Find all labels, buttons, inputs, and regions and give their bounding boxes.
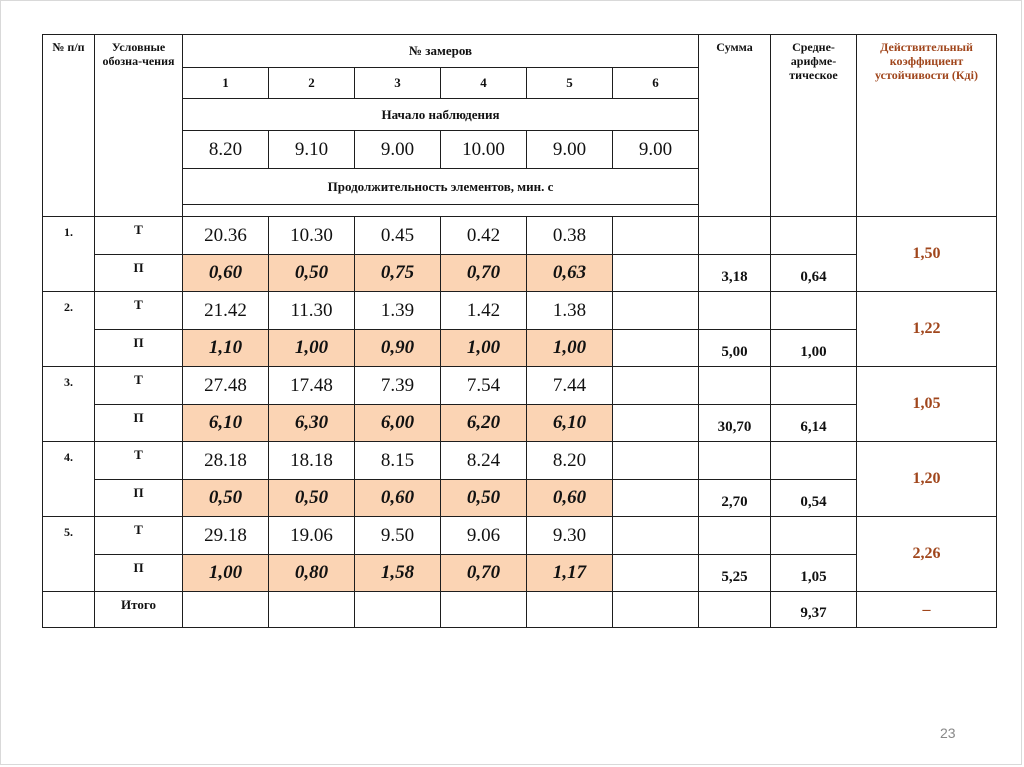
table-row-t xyxy=(43,217,997,255)
time-value: 8.20 xyxy=(527,442,613,480)
time-value: 0.38 xyxy=(527,217,613,255)
symbol-t: Т xyxy=(95,517,183,555)
duration-value xyxy=(613,330,699,367)
symbol-t: Т xyxy=(95,292,183,330)
duration-value: 1,58 xyxy=(355,555,441,592)
time-value: 20.36 xyxy=(183,217,269,255)
total-label: Итого xyxy=(95,592,183,628)
time-value: 11.30 xyxy=(269,292,355,330)
duration-value: 0,50 xyxy=(269,480,355,517)
time-value: 21.42 xyxy=(183,292,269,330)
symbol-t: Т xyxy=(95,442,183,480)
coefficient-value: 2,26 xyxy=(857,517,997,592)
time-value xyxy=(613,517,699,555)
time-value xyxy=(613,292,699,330)
duration-value: 6,20 xyxy=(441,405,527,442)
header-spacer xyxy=(183,205,699,217)
duration-value: 1,10 xyxy=(183,330,269,367)
time-value: 28.18 xyxy=(183,442,269,480)
time-value: 1.38 xyxy=(527,292,613,330)
time-value: 8.15 xyxy=(355,442,441,480)
mean-cell-empty xyxy=(771,442,857,480)
start-time: 9.00 xyxy=(527,131,613,169)
coefficient-value: 1,50 xyxy=(857,217,997,292)
sum-value: 5,00 xyxy=(699,330,771,367)
sum-value: 2,70 xyxy=(699,480,771,517)
sum-value: 3,18 xyxy=(699,255,771,292)
time-value: 18.18 xyxy=(269,442,355,480)
measurement-number: 2 xyxy=(269,68,355,99)
duration-value: 0,50 xyxy=(183,480,269,517)
table-row-t xyxy=(43,367,997,405)
row-number: 3. xyxy=(43,367,95,442)
measurement-number: 4 xyxy=(441,68,527,99)
time-value: 27.48 xyxy=(183,367,269,405)
sum-cell-empty xyxy=(699,217,771,255)
coefficient-value: 1,22 xyxy=(857,292,997,367)
time-value: 10.30 xyxy=(269,217,355,255)
sum-cell-empty xyxy=(699,442,771,480)
duration-value: 0,60 xyxy=(183,255,269,292)
duration-value: 0,75 xyxy=(355,255,441,292)
total-empty xyxy=(183,592,269,628)
table-row-p xyxy=(43,555,997,592)
time-value xyxy=(613,217,699,255)
duration-value: 0,50 xyxy=(441,480,527,517)
symbol-p: П xyxy=(95,555,183,592)
sum-value: 5,25 xyxy=(699,555,771,592)
mean-value: 1,05 xyxy=(771,555,857,592)
time-value: 1.42 xyxy=(441,292,527,330)
start-time: 9.00 xyxy=(613,131,699,169)
sum-cell-empty xyxy=(699,367,771,405)
total-coefficient: – xyxy=(857,592,997,628)
coefficient-value: 1,05 xyxy=(857,367,997,442)
time-value: 7.44 xyxy=(527,367,613,405)
mean-value: 1,00 xyxy=(771,330,857,367)
mean-cell-empty xyxy=(771,367,857,405)
header-measurements: № замеров xyxy=(183,35,699,68)
header-mean: Средне-арифме-тическое xyxy=(771,35,857,217)
duration-value xyxy=(613,255,699,292)
mean-value: 0,54 xyxy=(771,480,857,517)
duration-value: 1,00 xyxy=(441,330,527,367)
total-empty xyxy=(527,592,613,628)
duration-value: 6,10 xyxy=(527,405,613,442)
symbol-p: П xyxy=(95,330,183,367)
mean-cell-empty xyxy=(771,292,857,330)
table-row-p xyxy=(43,255,997,292)
page-number: 23 xyxy=(940,725,956,741)
duration-value: 6,30 xyxy=(269,405,355,442)
symbol-t: Т xyxy=(95,367,183,405)
time-value xyxy=(613,442,699,480)
time-value: 8.24 xyxy=(441,442,527,480)
time-value: 1.39 xyxy=(355,292,441,330)
duration-value xyxy=(613,555,699,592)
observation-table xyxy=(42,34,997,628)
duration-value: 1,00 xyxy=(183,555,269,592)
total-row xyxy=(43,592,997,628)
duration-value: 1,17 xyxy=(527,555,613,592)
table-row-t xyxy=(43,292,997,330)
mean-value: 6,14 xyxy=(771,405,857,442)
duration-value: 6,10 xyxy=(183,405,269,442)
header-coefficient: Действительный коэффициент устойчивости (Кдi) xyxy=(857,35,997,217)
table-row-p xyxy=(43,480,997,517)
duration-value: 0,50 xyxy=(269,255,355,292)
time-value: 7.54 xyxy=(441,367,527,405)
symbol-p: П xyxy=(95,405,183,442)
sum-cell-empty xyxy=(699,517,771,555)
duration-value: 1,00 xyxy=(527,330,613,367)
table-row-p xyxy=(43,405,997,442)
duration-value: 0,60 xyxy=(355,480,441,517)
mean-value: 0,64 xyxy=(771,255,857,292)
header-no: № п/п xyxy=(43,35,95,217)
duration-value: 0,80 xyxy=(269,555,355,592)
duration-value: 0,60 xyxy=(527,480,613,517)
header-sum: Сумма xyxy=(699,35,771,217)
duration-value: 1,00 xyxy=(269,330,355,367)
time-value xyxy=(613,367,699,405)
row-number: 1. xyxy=(43,217,95,292)
total-row-number-empty xyxy=(43,592,95,628)
time-value: 9.06 xyxy=(441,517,527,555)
symbol-p: П xyxy=(95,255,183,292)
total-empty xyxy=(355,592,441,628)
row-number: 2. xyxy=(43,292,95,367)
table-row-t xyxy=(43,442,997,480)
duration-value: 0,90 xyxy=(355,330,441,367)
sum-cell-empty xyxy=(699,292,771,330)
time-value: 9.50 xyxy=(355,517,441,555)
time-value: 29.18 xyxy=(183,517,269,555)
total-mean: 9,37 xyxy=(771,592,857,628)
start-time: 9.10 xyxy=(269,131,355,169)
time-value: 7.39 xyxy=(355,367,441,405)
time-value: 19.06 xyxy=(269,517,355,555)
table-row-p xyxy=(43,330,997,367)
duration-value xyxy=(613,405,699,442)
time-value: 17.48 xyxy=(269,367,355,405)
symbol-p: П xyxy=(95,480,183,517)
mean-cell-empty xyxy=(771,517,857,555)
total-empty xyxy=(613,592,699,628)
duration-value: 0,63 xyxy=(527,255,613,292)
measurement-number: 3 xyxy=(355,68,441,99)
measurement-number: 1 xyxy=(183,68,269,99)
measurement-number: 5 xyxy=(527,68,613,99)
observation-start-label: Начало наблюдения xyxy=(183,99,699,131)
sum-value: 30,70 xyxy=(699,405,771,442)
header-symbols: Условные обозна-чения xyxy=(95,35,183,217)
start-time: 10.00 xyxy=(441,131,527,169)
measurement-number: 6 xyxy=(613,68,699,99)
total-empty xyxy=(441,592,527,628)
row-number: 4. xyxy=(43,442,95,517)
total-sum-empty xyxy=(699,592,771,628)
time-value: 9.30 xyxy=(527,517,613,555)
duration-label: Продолжительность элементов, мин. с xyxy=(183,169,699,205)
coefficient-value: 1,20 xyxy=(857,442,997,517)
total-empty xyxy=(269,592,355,628)
table-row-t xyxy=(43,517,997,555)
duration-value: 6,00 xyxy=(355,405,441,442)
start-time: 8.20 xyxy=(183,131,269,169)
duration-value xyxy=(613,480,699,517)
time-value: 0.45 xyxy=(355,217,441,255)
symbol-t: Т xyxy=(95,217,183,255)
start-time: 9.00 xyxy=(355,131,441,169)
row-number: 5. xyxy=(43,517,95,592)
duration-value: 0,70 xyxy=(441,255,527,292)
time-value: 0.42 xyxy=(441,217,527,255)
duration-value: 0,70 xyxy=(441,555,527,592)
mean-cell-empty xyxy=(771,217,857,255)
